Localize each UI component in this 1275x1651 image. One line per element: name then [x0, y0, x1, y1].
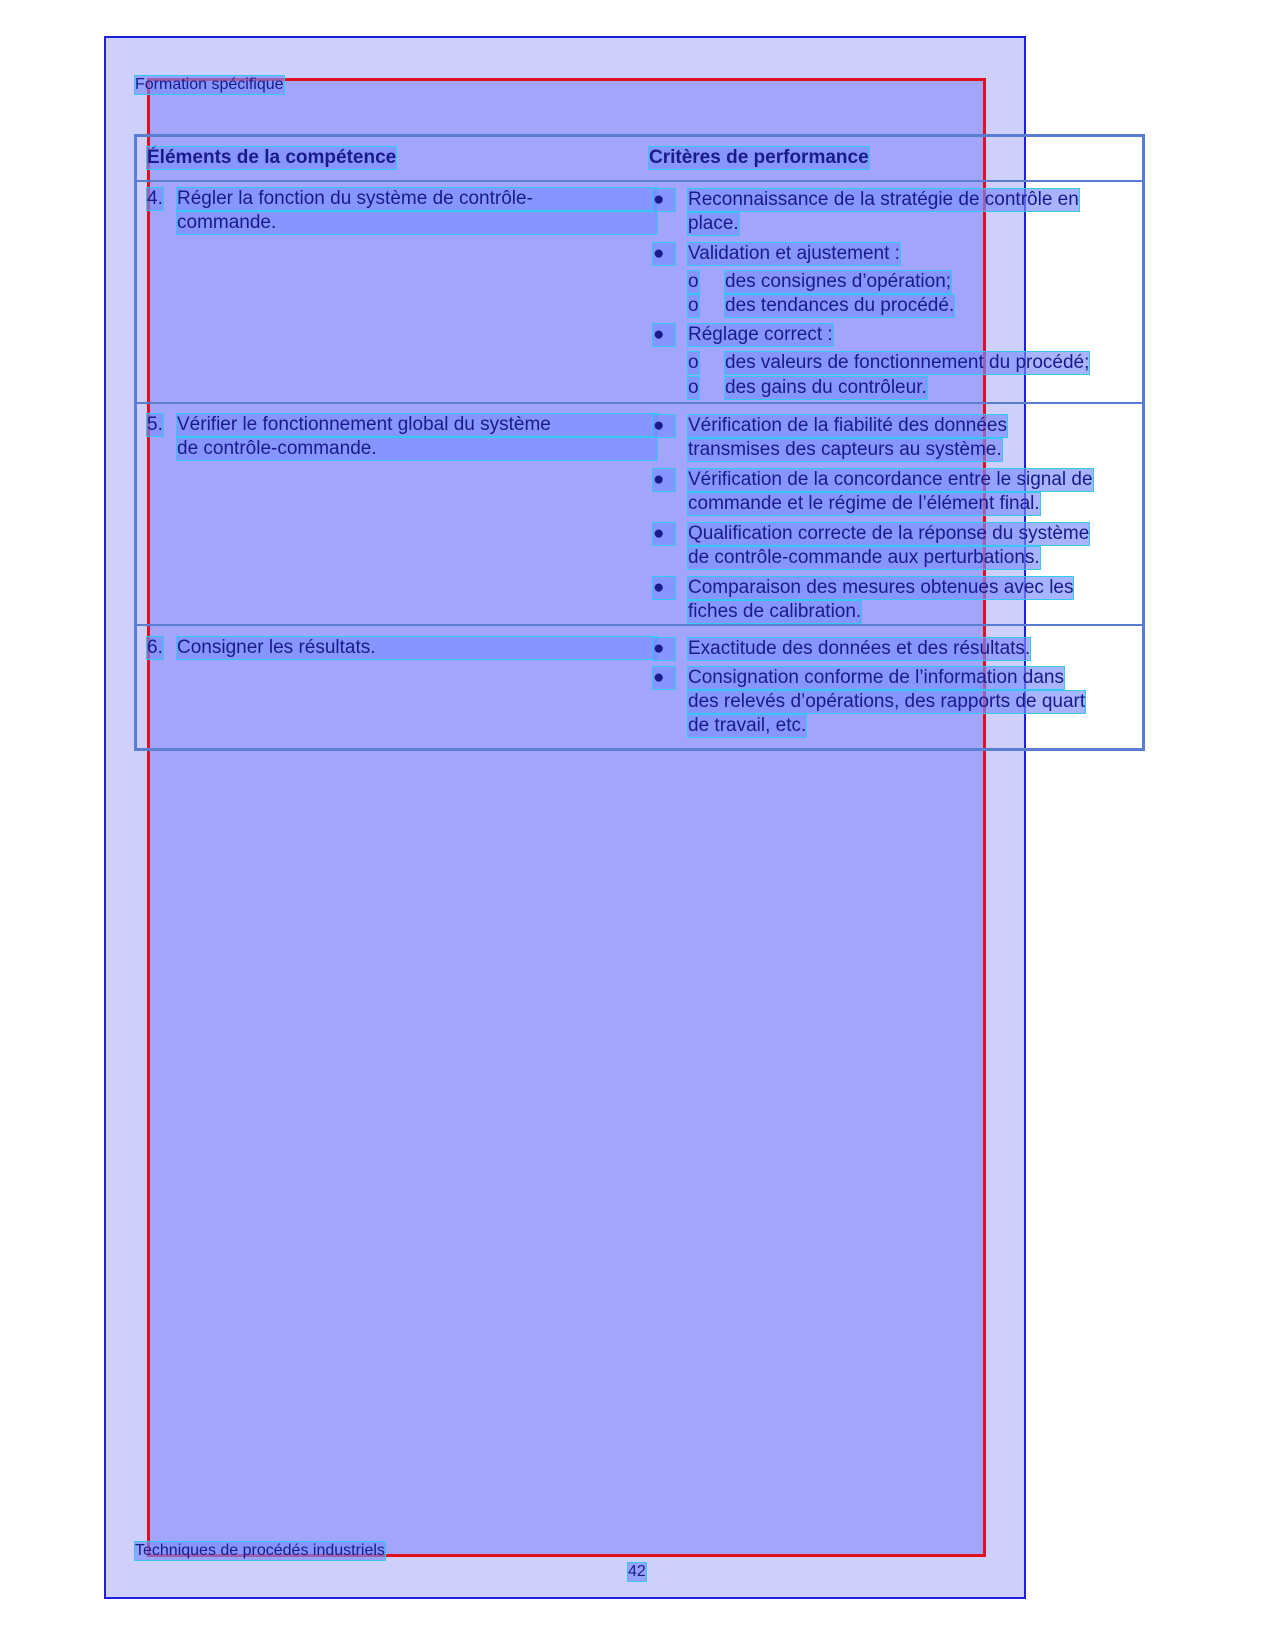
bullet-marker: ●: [653, 243, 675, 265]
criterion-text: de travail, etc.: [688, 715, 807, 736]
sub-criterion-text: des tendances du procédé.: [725, 295, 955, 316]
bullet-marker: ●: [653, 324, 675, 346]
column-header-elements: Éléments de la compétence: [147, 147, 397, 168]
sub-bullet-marker: o: [688, 295, 699, 316]
sub-bullet-marker: o: [688, 377, 699, 398]
element-text-4-line1: Régler la fonction du système de contrôle-: [177, 188, 657, 210]
bullet-marker: ●: [653, 638, 675, 660]
competence-table: [134, 134, 1145, 751]
bullet-marker: ●: [653, 667, 675, 689]
page-number: 42: [628, 1563, 646, 1580]
row-divider-2: [137, 624, 1142, 626]
criterion-text: Qualification correcte de la réponse du système: [688, 523, 1090, 544]
criterion-text: Vérification de la fiabilité des données: [688, 415, 1007, 436]
element-text-4-line2: commande.: [177, 212, 657, 234]
sub-bullet-marker: o: [688, 271, 699, 292]
element-text-6: Consigner les résultats.: [177, 637, 657, 659]
criterion-text: de contrôle-commande aux perturbations.: [688, 547, 1040, 568]
running-header: Formation spécifique: [135, 76, 284, 93]
sub-bullet-marker: o: [688, 352, 699, 373]
criterion-text: transmises des capteurs au système.: [688, 439, 1002, 460]
criterion-text: Validation et ajustement :: [688, 243, 900, 264]
criterion-text: fiches de calibration.: [688, 601, 862, 622]
sub-criterion-text: des consignes d’opération;: [725, 271, 952, 292]
sub-criterion-text: des gains du contrôleur.: [725, 377, 927, 398]
criterion-text: Consignation conforme de l’information dans: [688, 667, 1064, 688]
criterion-text: des relevés d’opérations, des rapports de quart: [688, 691, 1086, 712]
element-number-6: 6.: [147, 637, 163, 658]
element-number-4: 4.: [147, 188, 163, 209]
header-row-divider: [137, 180, 1142, 182]
element-text-5-line2: de contrôle-commande.: [177, 438, 657, 460]
bullet-marker: ●: [653, 189, 675, 211]
element-number-5: 5.: [147, 414, 163, 435]
criterion-text: Vérification de la concordance entre le signal de: [688, 469, 1093, 490]
sub-criterion-text: des valeurs de fonctionnement du procédé;: [725, 352, 1090, 373]
criterion-text: Comparaison des mesures obtenues avec les: [688, 577, 1074, 598]
element-text-5-line1: Vérifier le fonctionnement global du système: [177, 414, 657, 436]
criterion-text: Exactitude des données et des résultats.: [688, 638, 1031, 659]
criterion-text: place.: [688, 213, 739, 234]
criterion-text: Réglage correct :: [688, 324, 833, 345]
criterion-text: commande et le régime de l’élément final.: [688, 493, 1040, 514]
bullet-marker: ●: [653, 577, 675, 599]
bullet-marker: ●: [653, 523, 675, 545]
bullet-marker: ●: [653, 469, 675, 491]
criterion-text: Reconnaissance de la stratégie de contrôle en: [688, 189, 1079, 210]
bullet-marker: ●: [653, 415, 675, 437]
running-footer: Techniques de procédés industriels: [135, 1542, 385, 1559]
row-divider-1: [137, 402, 1142, 404]
column-header-criteria: Critères de performance: [649, 147, 869, 168]
